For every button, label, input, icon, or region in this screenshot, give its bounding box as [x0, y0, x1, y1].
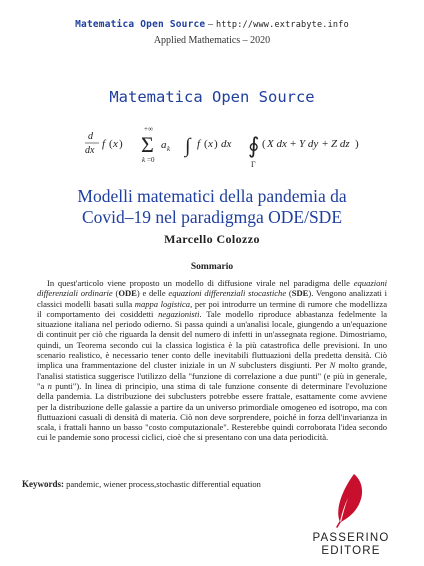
- svg-text:): ): [214, 138, 218, 150]
- abstract-acronym-sde: SDE: [291, 288, 309, 299]
- paper-title: [20, 186, 404, 228]
- svg-text:f: f: [197, 138, 201, 150]
- series-formula: [141, 125, 171, 164]
- header-subline: Applied Mathematics – 2020: [153, 35, 271, 46]
- svg-text:(: (: [204, 138, 208, 150]
- svg-text:Z dz: Z dz: [331, 138, 350, 150]
- header-brand: Matematica Open Source: [75, 19, 206, 30]
- formula-banner: [76, 122, 376, 172]
- svg-text:Γ: Γ: [251, 160, 256, 169]
- svg-text:f: f: [102, 138, 106, 150]
- abstract-text: (: [112, 288, 119, 299]
- svg-text:+: +: [290, 138, 297, 150]
- abstract-term-sde: equazioni differenziali stocastiche: [168, 288, 287, 299]
- svg-text:(: (: [109, 138, 113, 150]
- paper-title-line2: Covid–19 nel paradigmga ODE/SDE: [81, 207, 343, 227]
- header-separator: –: [205, 19, 216, 30]
- svg-text:k: k: [142, 156, 146, 164]
- publisher-name-line1: PASSERINO: [312, 532, 390, 544]
- svg-text:): ): [355, 138, 359, 150]
- svg-text:Σ: Σ: [141, 132, 154, 157]
- svg-text:=0: =0: [147, 156, 155, 164]
- svg-text:dx: dx: [221, 138, 232, 150]
- line-integral-formula: [248, 133, 359, 169]
- abstract-text: . Tale modello riproduce abbastanza fedelmente la situazione italiana nel periodo odierno. Si passa quindi a un'analisi locale, giungendo a un'equazione di continuit per ciò che riguarda la densit del numero di infetti in un'assegnata regione. Dimostriamo, quindi, un Teorema secondo cui la classica logistica è la più catastrofica delle previsioni. In uno scenario realistico, è necessario tener conto delle inevitabili fluttuazioni della predetta densità. Ciò implica una frammentazione del cluster iniziale in un: [37, 308, 387, 371]
- abstract-text: ) e delle: [136, 288, 169, 299]
- svg-text:∮: ∮: [248, 133, 260, 158]
- abstract-text: , per poi introdurre un termine di rumore che modellizza il comportamento dei cosiddetti: [37, 298, 387, 319]
- svg-text:a: a: [161, 139, 167, 151]
- abstract-text: subclusters disgiunti. Per: [235, 360, 330, 371]
- svg-text:k: k: [167, 145, 171, 153]
- publisher-logo: [296, 470, 406, 560]
- abstract-text: ). Vengono analizzati i classici modelli basati sulla: [37, 288, 387, 309]
- feather-icon: [337, 474, 362, 527]
- svg-text:+: +: [322, 138, 329, 150]
- abstract-math-n: N: [329, 360, 336, 371]
- derivative-formula: [85, 131, 123, 156]
- svg-text:dx: dx: [85, 145, 95, 156]
- svg-text:x: x: [208, 138, 213, 150]
- svg-text:Y dy: Y dy: [299, 138, 319, 150]
- journal-title: Matematica Open Source: [109, 88, 315, 106]
- svg-text:(: (: [262, 138, 266, 150]
- paper-title-line1: Modelli matematici della pandemia da: [77, 186, 347, 206]
- abstract-term-ode: equazioni differenziali ordinarie: [37, 278, 387, 299]
- running-header: [0, 19, 424, 30]
- abstract-text: punti"). In linea di principio, una stima di tale funzione consente di determinare l'evoluzione della pandemia. La distribuzione dei subclusters potrebbe essere frattale, esattamente come avviene per la distribuzione delle galassie a partire da un universo primordiale omogeneo ed isotropo, ma con fluttuazioni casuali di densità di materia. Ciò non deve sorprendere, poiché in forza dell'invarianza in scala, i frattali hanno un basso "costo computazionale". Resterebbe quindi corroborata l'idea secondo cui le pandemie sono processi ciclici, cioè che si presentano con una data periodicità.: [37, 380, 388, 443]
- abstract-heading: Sommario: [190, 262, 234, 272]
- author-name: Marcello Colozzo: [164, 232, 260, 246]
- keywords-line: [22, 479, 261, 489]
- svg-text:): ): [119, 138, 123, 150]
- svg-text:d: d: [88, 131, 93, 142]
- abstract-math-n: N: [229, 360, 236, 371]
- abstract-text: molto grande, l'analisi statistica suggerisce l'utilizzo della "funzione di correlazione a due punti" (e più in generale, "a: [37, 360, 387, 391]
- abstract-body: [37, 278, 387, 443]
- svg-text:∫: ∫: [185, 135, 191, 157]
- abstract-text: In quest'articolo viene proposto un modello di diffusione virale nel paradigma delle: [47, 278, 354, 288]
- keywords-text: pandemic, wiener process,stochastic differential equation: [66, 479, 261, 489]
- publisher-name-line2: EDITORE: [321, 545, 381, 557]
- svg-text:+∞: +∞: [144, 125, 153, 133]
- header-url[interactable]: http://www.extrabyte.info: [215, 20, 349, 30]
- svg-text:x: x: [113, 138, 118, 150]
- keywords-label: Keywords:: [22, 479, 64, 489]
- abstract-text: (: [286, 288, 292, 299]
- abstract-term-negazionisti: negazionisti: [158, 308, 200, 319]
- abstract-math-n: n: [47, 380, 52, 391]
- integral-formula: [183, 135, 232, 158]
- abstract-acronym-ode: ODE: [118, 288, 137, 299]
- abstract-term-logistic: mappa logistica: [134, 298, 191, 309]
- svg-text:X dx: X dx: [267, 138, 287, 150]
